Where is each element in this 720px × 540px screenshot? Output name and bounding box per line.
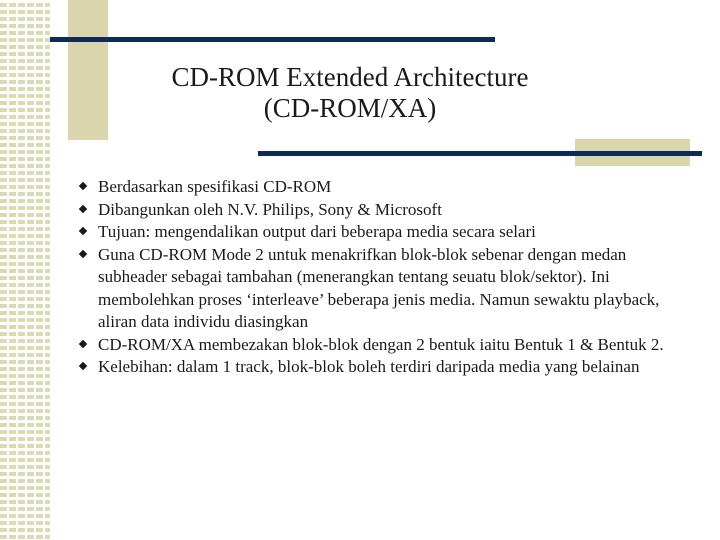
title-rule-top (50, 37, 495, 42)
bullet-item (76, 334, 696, 357)
bullet-item (76, 221, 696, 244)
title-rule-bottom (258, 151, 702, 156)
bullet-item (76, 199, 696, 222)
decorative-tan-block-top (68, 0, 108, 140)
decorative-stripe-bar (0, 0, 50, 540)
slide-title-line-1: CD-ROM Extended Architecture (171, 62, 529, 92)
bullet-item (76, 356, 696, 379)
bullet-list (76, 176, 696, 379)
diamond-bullet-icon (79, 249, 87, 257)
diamond-bullet-icon (79, 204, 87, 212)
slide-title (120, 62, 580, 124)
bullet-item (76, 244, 696, 334)
bullet-text: CD-ROM/XA membezakan blok-blok dengan 2 bentuk iaitu Bentuk 1 & Bentuk 2. (98, 334, 664, 354)
diamond-bullet-icon (79, 182, 87, 190)
bullet-text: Guna CD-ROM Mode 2 untuk menakrifkan blok-blok sebenar dengan medan subheader sebagai tambahan (menerangkan tentang seuatu blok/sektor). Ini membolehkan proses ‘interleave’ beberapa jenis media. Namun sewaktu playback, aliran data individu diasingkan (98, 244, 660, 331)
diamond-bullet-icon (79, 362, 87, 370)
bullet-text: Kelebihan: dalam 1 track, blok-blok boleh terdiri daripada media yang belainan (98, 357, 640, 376)
bullet-text: Tujuan: mengendalikan output dari beberapa media secara selari (98, 222, 536, 241)
bullet-item (76, 176, 696, 199)
diamond-bullet-icon (79, 339, 87, 347)
diamond-bullet-icon (79, 227, 87, 235)
bullet-text: Dibangunkan oleh N.V. Philips, Sony & Microsoft (98, 199, 442, 219)
bullet-text: Berdasarkan spesifikasi CD-ROM (98, 177, 332, 196)
slide-title-line-2: (CD-ROM/XA) (263, 93, 437, 123)
